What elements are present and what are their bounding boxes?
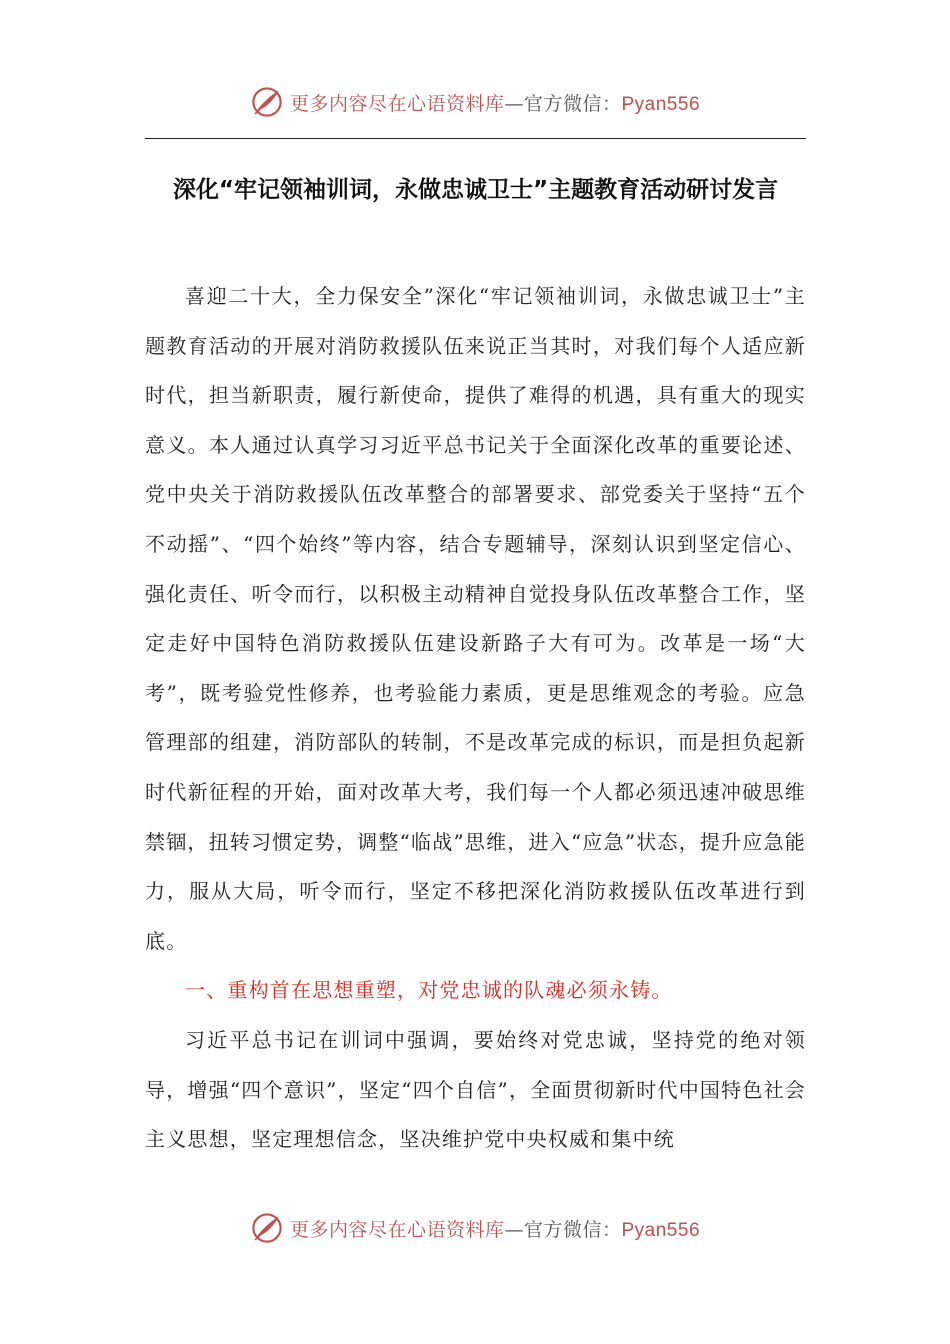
- document-title: 深化“牢记领袖训词，永做忠诚卫士”主题教育活动研讨发言: [172, 177, 779, 203]
- banner-text: [290, 89, 700, 116]
- header-banner: [0, 80, 950, 124]
- body-paragraph: 喜迎二十大，全力保安全”深化“牢记领袖训词，永做忠诚卫士”主题教育活动的开展对消防救援队伍来说正当其时，对我们每个人适应新时代，担当新职责，履行新使命，提供了难得的机遇，具有重大的现实意义。本人通过认真学习习近平总书记关于全面深化改革的重要论述、党中央关于消防救援队伍改革整合的部署要求、部党委关于坚持“五个不动摇”、“四个始终”等内容，结合专题辅导，深刻认识到坚定信心、强化责任、听令而行，以积极主动精神自觉投身队伍改革整合工作，坚定走好中国特色消防救援队伍建设新路子大有可为。改革是一场“大考”，既考验党性修养，也考验能力素质，更是思维观念的考验。应急管理部的组建，消防部队的转制，不是改革完成的标识，而是担负起新时代新征程的开始，面对改革大考，我们每一个人都必须迅速冲破思维禁锢，扭转习惯定势，调整“临战”思维，进入“应急”状态，提升应急能力，服从大局，听令而行，坚定不移把深化消防救援队伍改革进行到底。: [145, 284, 806, 953]
- banner-separator: —: [504, 92, 524, 115]
- banner-label: 官方微信：: [523, 92, 622, 115]
- header-divider: [145, 138, 806, 139]
- banner-separator: —: [504, 1218, 524, 1241]
- banner-wechat-id: Pyan556: [621, 93, 701, 115]
- footer-banner: [0, 1206, 950, 1250]
- quill-logo-icon: [250, 1211, 284, 1245]
- banner-text: [290, 1215, 700, 1242]
- section-heading: 一、重构首在思想重塑，对党忠诚的队魂必须永铸。: [185, 978, 673, 1003]
- banner-wechat-id: Pyan556: [621, 1219, 701, 1241]
- banner-main-text: 更多内容尽在心语资料库: [289, 1218, 505, 1241]
- document-body: [145, 272, 806, 1165]
- quill-logo-icon: [250, 85, 284, 119]
- body-paragraph: 习近平总书记在训词中强调，要始终对党忠诚，坚持党的绝对领导，增强“四个意识”，坚定“四个自信”，全面贯彻新时代中国特色社会主义思想，坚定理想信念，坚决维护党中央权威和集中统: [145, 1027, 806, 1152]
- banner-label: 官方微信：: [523, 1218, 622, 1241]
- banner-main-text: 更多内容尽在心语资料库: [289, 92, 505, 115]
